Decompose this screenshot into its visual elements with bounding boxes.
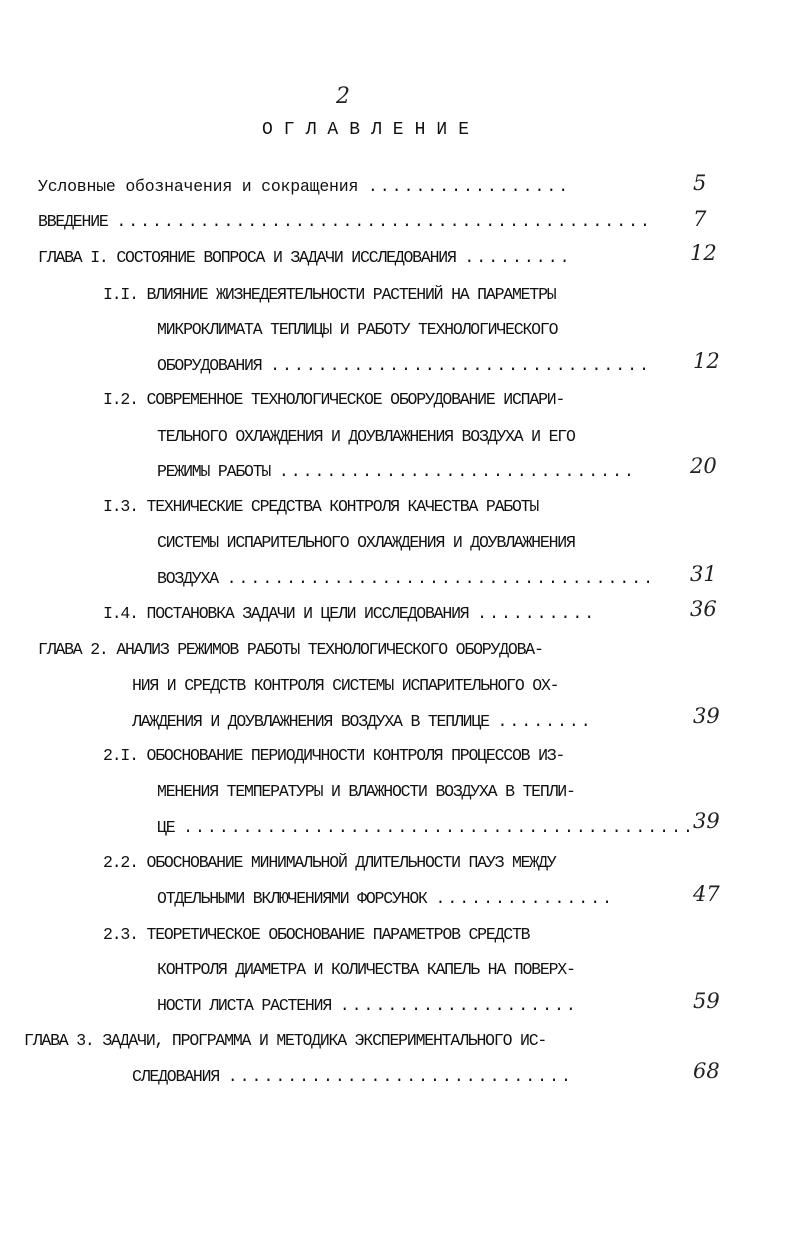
toc-entry-title: ГЛАВА I. СОСТОЯНИЕ ВОПРОСА И ЗАДАЧИ ИССЛЕДОВАНИЯ <box>38 248 456 267</box>
toc-entry-continuation: МИКРОКЛИМАТА ТЕПЛИЦЫ И РАБОТУ ТЕХНОЛОГИЧЕСКОГО <box>157 320 558 339</box>
toc-entry-section-1-4 <box>103 604 596 624</box>
toc-leader: ............................. <box>227 1067 573 1086</box>
toc-page-number: 39 <box>693 809 720 833</box>
toc-entry-section-1-3: I.3. ТЕХНИЧЕСКИЕ СРЕДСТВА КОНТРОЛЯ КАЧЕСТВА РАБОТЫ <box>103 497 539 516</box>
toc-entry-title: ОТДЕЛЬНЫМИ ВКЛЮЧЕНИЯМИ ФОРСУНОК <box>157 889 427 908</box>
page-title: ОГЛАВЛЕНИЕ <box>262 120 481 140</box>
toc-entry-chapter-3: ГЛАВА 3. ЗАДАЧИ, ПРОГРАММА И МЕТОДИКА ЭКСПЕРИМЕНТАЛЬНОГО ИС- <box>24 1031 547 1050</box>
toc-leader: ........ <box>497 712 593 731</box>
toc-leader: ................. <box>367 177 571 196</box>
toc-entry-conventions <box>38 177 570 197</box>
toc-entry-continuation: СИСТЕМЫ ИСПАРИТЕЛЬНОГО ОХЛАЖДЕНИЯ И ДОУВЛАЖНЕНИЯ <box>157 533 575 552</box>
toc-entry-title: ОБОРУДОВАНИЯ <box>157 356 262 375</box>
toc-entry-chapter-2: ГЛАВА 2. АНАЛИЗ РЕЖИМОВ РАБОТЫ ТЕХНОЛОГИЧЕСКОГО ОБОРУДОВА- <box>38 640 543 659</box>
toc-entry-continuation: МЕНЕНИЯ ТЕМПЕРАТУРЫ И ВЛАЖНОСТИ ВОЗДУХА В ТЕПЛИ- <box>157 782 575 801</box>
toc-entry-title: ВОЗДУХА <box>157 569 218 588</box>
toc-page-number: 5 <box>693 171 707 195</box>
toc-entry-title: I.4. ПОСТАНОВКА ЗАДАЧИ И ЦЕЛИ ИССЛЕДОВАНИЯ <box>103 604 469 623</box>
toc-entry-title: СЛЕДОВАНИЯ <box>132 1067 220 1086</box>
toc-page-number: 39 <box>693 704 720 728</box>
toc-entry-continuation <box>157 996 578 1016</box>
toc-page-number: 47 <box>693 882 720 906</box>
toc-page-number: 12 <box>693 349 720 373</box>
toc-entry-title: ЦЕ <box>157 818 175 837</box>
toc-entry-introduction <box>38 212 652 232</box>
toc-entry-continuation <box>132 712 593 732</box>
toc-entry-continuation: КОНТРОЛЯ ДИАМЕТРА И КОЛИЧЕСТВА КАПЕЛЬ НА ПОВЕРХ- <box>157 960 575 979</box>
toc-entry-title: Условные обозначения и сокращения <box>38 177 359 196</box>
toc-entry-continuation <box>157 356 651 376</box>
toc-page-number: 12 <box>690 241 717 265</box>
toc-entry-continuation <box>132 1067 573 1087</box>
toc-entry-section-1-1: I.I. ВЛИЯНИЕ ЖИЗНЕДЕЯТЕЛЬНОСТИ РАСТЕНИЙ НА ПАРАМЕТРЫ <box>103 285 556 304</box>
toc-entry-section-2-3: 2.3. ТЕОРЕТИЧЕСКОЕ ОБОСНОВАНИЕ ПАРАМЕТРОВ СРЕДСТВ <box>103 925 530 944</box>
toc-page-number: 20 <box>690 454 717 478</box>
toc-entry-continuation <box>157 569 655 589</box>
toc-leader: ............... <box>435 889 614 908</box>
toc-entry-section-1-2: I.2. СОВРЕМЕННОЕ ТЕХНОЛОГИЧЕСКОЕ ОБОРУДОВАНИЕ ИСПАРИ- <box>103 390 565 409</box>
toc-page-number: 68 <box>693 1059 720 1083</box>
toc-entry-continuation <box>157 818 695 838</box>
toc-entry-chapter-1 <box>38 248 572 268</box>
toc-entry-continuation <box>157 889 614 909</box>
toc-page-number: 31 <box>690 562 717 586</box>
toc-leader: .................................... <box>226 569 656 588</box>
toc-page-number: 59 <box>693 989 720 1013</box>
toc-entry-section-2-2: 2.2. ОБОСНОВАНИЕ МИНИМАЛЬНОЙ ДЛИТЕЛЬНОСТИ ПАУЗ МЕЖДУ <box>103 853 556 872</box>
toc-leader: .............................. <box>278 462 636 481</box>
toc-entry-continuation <box>157 462 636 482</box>
toc-entry-title: ВВЕДЕНИЕ <box>38 212 108 231</box>
page-number: 2 <box>336 84 350 109</box>
toc-leader: .................... <box>339 996 578 1015</box>
toc-page-number: 36 <box>690 597 717 621</box>
toc-leader: ................................ <box>270 356 651 375</box>
toc-leader: ......... <box>464 248 572 267</box>
toc-leader: .......... <box>477 604 597 623</box>
toc-entry-title: НОСТИ ЛИСТА РАСТЕНИЯ <box>157 996 332 1015</box>
toc-leader: ........................................... <box>183 818 695 837</box>
toc-entry-section-2-1: 2.I. ОБОСНОВАНИЕ ПЕРИОДИЧНОСТИ КОНТРОЛЯ ПРОЦЕССОВ ИЗ- <box>103 746 565 765</box>
toc-page-number: 7 <box>693 207 707 231</box>
toc-entry-continuation: ТЕЛЬНОГО ОХЛАЖДЕНИЯ И ДОУВЛАЖНЕНИЯ ВОЗДУХА И ЕГО <box>157 427 575 446</box>
toc-leader: ............................................. <box>116 212 652 231</box>
toc-entry-title: ЛАЖДЕНИЯ И ДОУВЛАЖНЕНИЯ ВОЗДУХА В ТЕПЛИЦЕ <box>132 712 489 731</box>
toc-entry-continuation: НИЯ И СРЕДСТВ КОНТРОЛЯ СИСТЕМЫ ИСПАРИТЕЛЬНОГО ОХ- <box>132 676 559 695</box>
toc-entry-title: РЕЖИМЫ РАБОТЫ <box>157 462 271 481</box>
